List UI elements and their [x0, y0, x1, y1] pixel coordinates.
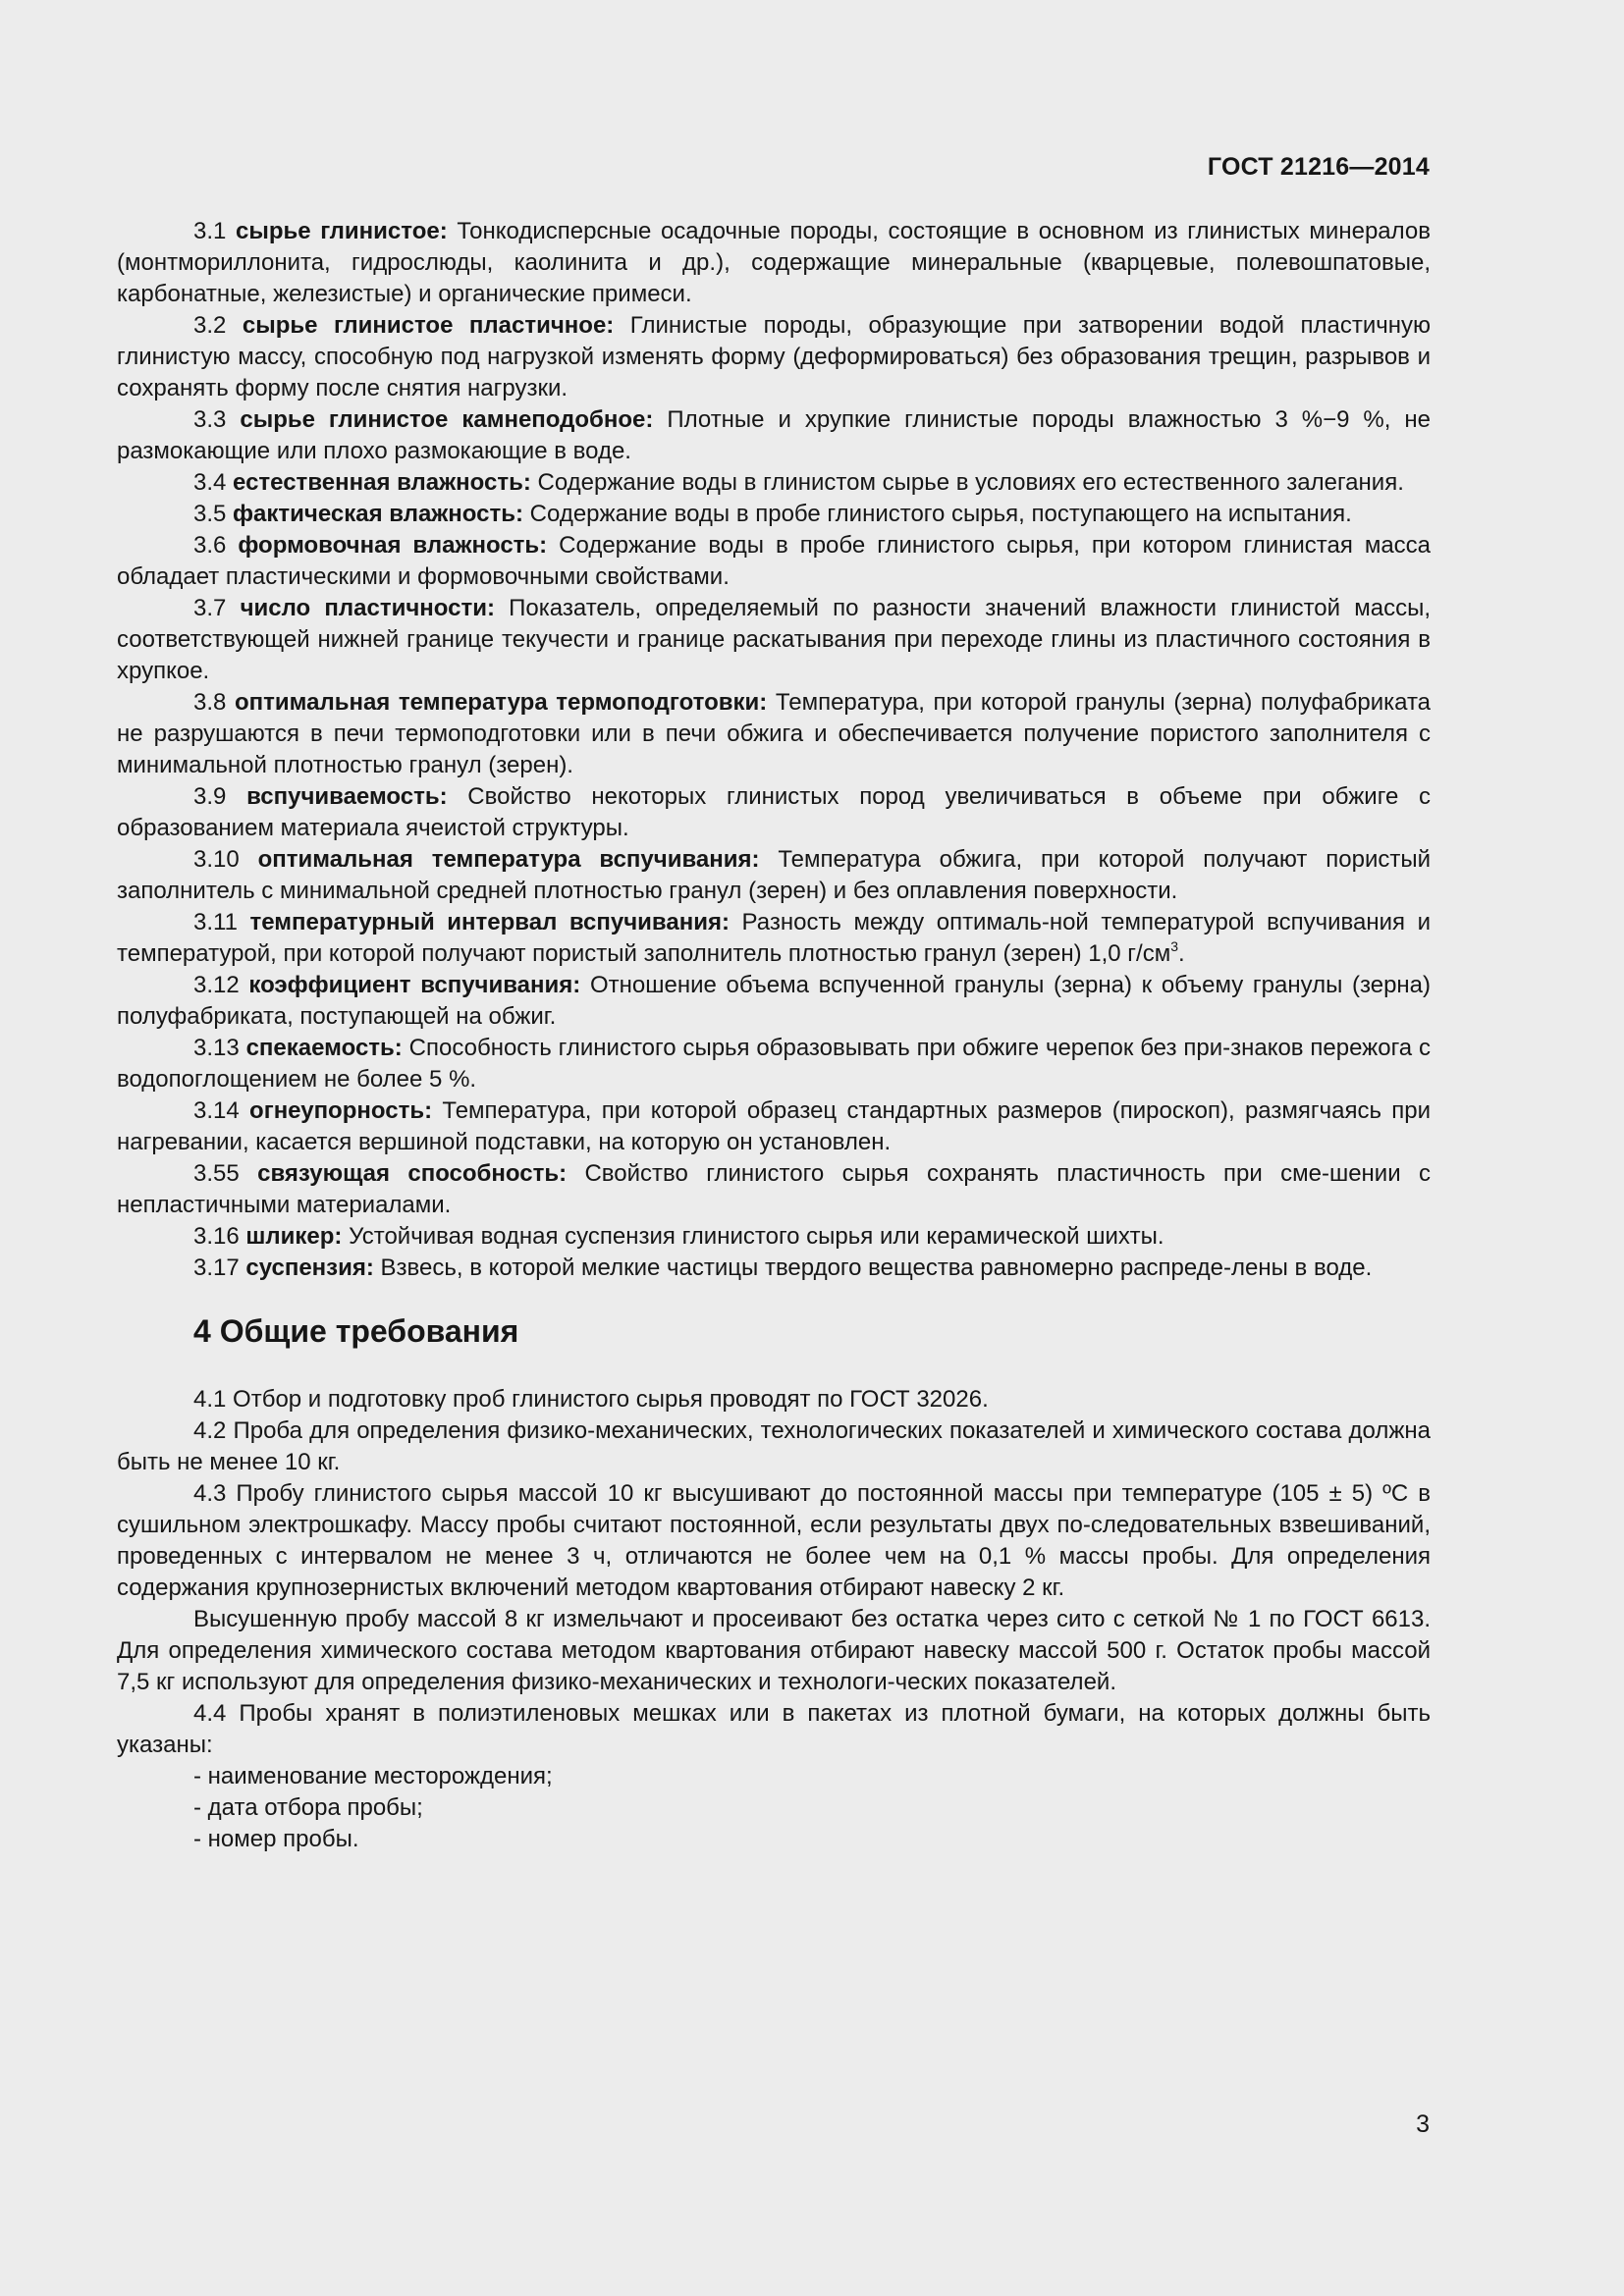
definition-text: Тонкодисперсные осадочные породы, состоящие в основном из глинистых минералов (монтмориллонита, гидрослюды, каолинита и др.), содержащие минеральные (кварцевые, полевошпатовые, карбонатные, железистые) и органические примеси.: [117, 218, 1432, 307]
definition-text: Способность глинистого сырья образовывать при обжиге черепок без при-знаков пережога с водопоглощением не более 5 %.: [117, 1035, 1432, 1093]
list-item: - наименование месторождения;: [193, 1763, 553, 1789]
definition-term: коэффициент вспучивания:: [248, 972, 581, 998]
definition-number: 3.14: [193, 1097, 240, 1124]
definition-item: [117, 404, 1431, 467]
list-item: - дата отбора пробы;: [193, 1794, 423, 1821]
page-number: 3: [1416, 2110, 1430, 2138]
definition-text: Содержание воды в пробе глинистого сырья, при котором глинистая масса обладает пластическими и формовочными свойствами.: [117, 532, 1432, 590]
definition-item: [117, 530, 1431, 593]
definition-item: [117, 781, 1431, 844]
definition-number: 3.13: [193, 1035, 240, 1061]
definition-text: Температура, при которой образец стандартных размеров (пироскоп), размягчаясь при нагревании, касается вершиной подставки, на которую он установлен.: [117, 1097, 1432, 1155]
definition-number: 3.9: [193, 783, 227, 810]
definition-term: суспензия:: [245, 1255, 374, 1281]
definition-term: оптимальная температура вспучивания:: [257, 846, 760, 873]
definition-text: Отношение объема вспученной гранулы (зерна) к объему гранулы (зерна) полуфабриката, поступающей на обжиг.: [117, 972, 1432, 1030]
definition-term: связующая способность:: [257, 1160, 568, 1187]
definition-text: Температура, при которой гранулы (зерна) полуфабриката не разрушаются в печи термоподготовки или в печи обжига и обеспечивается получение пористого заполнителя с минимальной плотностью гранул (зерен).: [117, 689, 1432, 778]
definition-number: 3.4: [193, 469, 227, 496]
definition-term: температурный интервал вспучивания:: [249, 909, 730, 935]
definition-item: [117, 844, 1431, 907]
definition-item: [117, 1033, 1431, 1095]
definition-number: 3.16: [193, 1223, 240, 1250]
list-item: - номер пробы.: [193, 1826, 359, 1852]
definition-item: [117, 687, 1431, 781]
definition-term: огнеупорность:: [249, 1097, 433, 1124]
definition-text: Глинистые породы, образующие при затворении водой пластичную глинистую массу, способную под нагрузкой изменять форму (деформироваться) без образования трещин, разрывов и сохранять форму после снятия нагрузки.: [117, 312, 1431, 401]
definition-item: [117, 216, 1431, 310]
definition-term: фактическая влажность:: [233, 501, 523, 527]
definition-item: [117, 907, 1431, 970]
definition-number: 3.12: [193, 972, 240, 998]
definition-item: [117, 1221, 1431, 1253]
definition-text: Свойство глинистого сырья сохранять пластичность при сме-шении с непластичными материалами.: [117, 1160, 1432, 1218]
definition-term: спекаемость:: [245, 1035, 403, 1061]
page-content: [117, 216, 1431, 1855]
definition-text: Разность между оптималь-ной температурой вспучивания и температурой, при которой получают пористый заполнитель плотностью гранул (зерен) 1,0 г/см: [117, 909, 1432, 967]
definition-text: Содержание воды в пробе глинистого сырья, поступающего на испытания.: [529, 501, 1352, 527]
definition-number: 3.6: [193, 532, 227, 559]
definition-term: число пластичности:: [240, 595, 495, 621]
definition-item: [117, 593, 1431, 687]
definition-number: 3.3: [193, 406, 227, 433]
definition-text: Температура обжига, при которой получают пористый заполнитель с минимальной средней плотностью гранул (зерен) и без оплавления поверхности.: [117, 846, 1431, 904]
definition-item: [117, 467, 1431, 499]
definition-number: 3.1: [193, 218, 227, 244]
superscript: 3: [1170, 938, 1178, 954]
paragraph-4-3: 4.3 Пробу глинистого сырья массой 10 кг высушивают до постоянной массы при температуре (105 ± 5) ºС в сушильном электрошкафу. Массу пробы считают постоянной, если результаты двух по-следовательных взвешиваний, проведенных с интервалом не менее 3 ч, отличаются не более чем на 0,1 % массы пробы. Для определения содержания крупнозернистых включений методом квартования отбирают навеску 2 кг.: [117, 1480, 1431, 1601]
paragraph-4-4: 4.4 Пробы хранят в полиэтиленовых мешках или в пакетах из плотной бумаги, на которых должны быть указаны:: [117, 1700, 1431, 1758]
section-heading: 4 Общие требования: [193, 1313, 519, 1349]
definition-text: Плотные и хрупкие глинистые породы влажностью 3 %−9 %, не размокающие или плохо размокающие в воде.: [117, 406, 1432, 464]
paragraph-4-2: 4.2 Проба для определения физико-механических, технологических показателей и химического состава должна быть не менее 10 кг.: [117, 1417, 1431, 1475]
definition-text: Взвесь, в которой мелкие частицы твердого вещества равномерно распреде-лены в воде.: [380, 1255, 1373, 1281]
document-code: ГОСТ 21216—2014: [1207, 153, 1430, 181]
definition-number: 3.5: [193, 501, 227, 527]
definition-item: [117, 310, 1431, 404]
definition-item: [117, 970, 1431, 1033]
definition-number: 3.8: [193, 689, 227, 716]
paragraph-4-1: 4.1 Отбор и подготовку проб глинистого сырья проводят по ГОСТ 32026.: [193, 1386, 989, 1413]
definition-item: [117, 1095, 1431, 1158]
definition-number: 3.10: [193, 846, 240, 873]
definition-item: [117, 1158, 1431, 1221]
definition-term: шликер:: [245, 1223, 343, 1250]
definition-text: Устойчивая водная суспензия глинистого сырья или керамической шихты.: [349, 1223, 1164, 1250]
definition-text: Показатель, определяемый по разности значений влажности глинистой массы, соответствующей нижней границе текучести и границе раскатывания при переходе глины из пластичного состояния в хрупкое.: [117, 595, 1432, 684]
definition-number: 3.11: [193, 909, 238, 935]
definition-term: сырье глинистое пластичное:: [242, 312, 615, 339]
definition-text: Свойство некоторых глинистых пород увеличиваться в объеме при обжиге с образованием материала ячеистой структуры.: [117, 783, 1432, 841]
definition-number: 3.7: [193, 595, 227, 621]
definition-term: сырье глинистое камнеподобное:: [240, 406, 654, 433]
definition-term: формовочная влажность:: [238, 532, 548, 559]
definition-item: [117, 499, 1431, 530]
definition-number: 3.2: [193, 312, 227, 339]
definition-tail: .: [1178, 940, 1185, 967]
definition-text: Содержание воды в глинистом сырье в условиях его естественного залегания.: [537, 469, 1404, 496]
definition-term: вспучиваемость:: [246, 783, 448, 810]
paragraph-4-3-continued: Высушенную пробу массой 8 кг измельчают и просеивают без остатка через сито с сеткой № 1 по ГОСТ 6613. Для определения химического состава методом квартования отбирают навеску массой 500 г. Остаток пробы массой 7,5 кг используют для определения физико-механических и технологи-ческих показателей.: [117, 1606, 1431, 1695]
definition-item: [117, 1253, 1431, 1284]
definition-term: оптимальная температура термоподготовки:: [235, 689, 768, 716]
definition-number: 3.17: [193, 1255, 240, 1281]
definition-number: 3.55: [193, 1160, 240, 1187]
definition-term: естественная влажность:: [233, 469, 531, 496]
definition-term: сырье глинистое:: [236, 218, 448, 244]
definitions-list: [117, 216, 1431, 1284]
